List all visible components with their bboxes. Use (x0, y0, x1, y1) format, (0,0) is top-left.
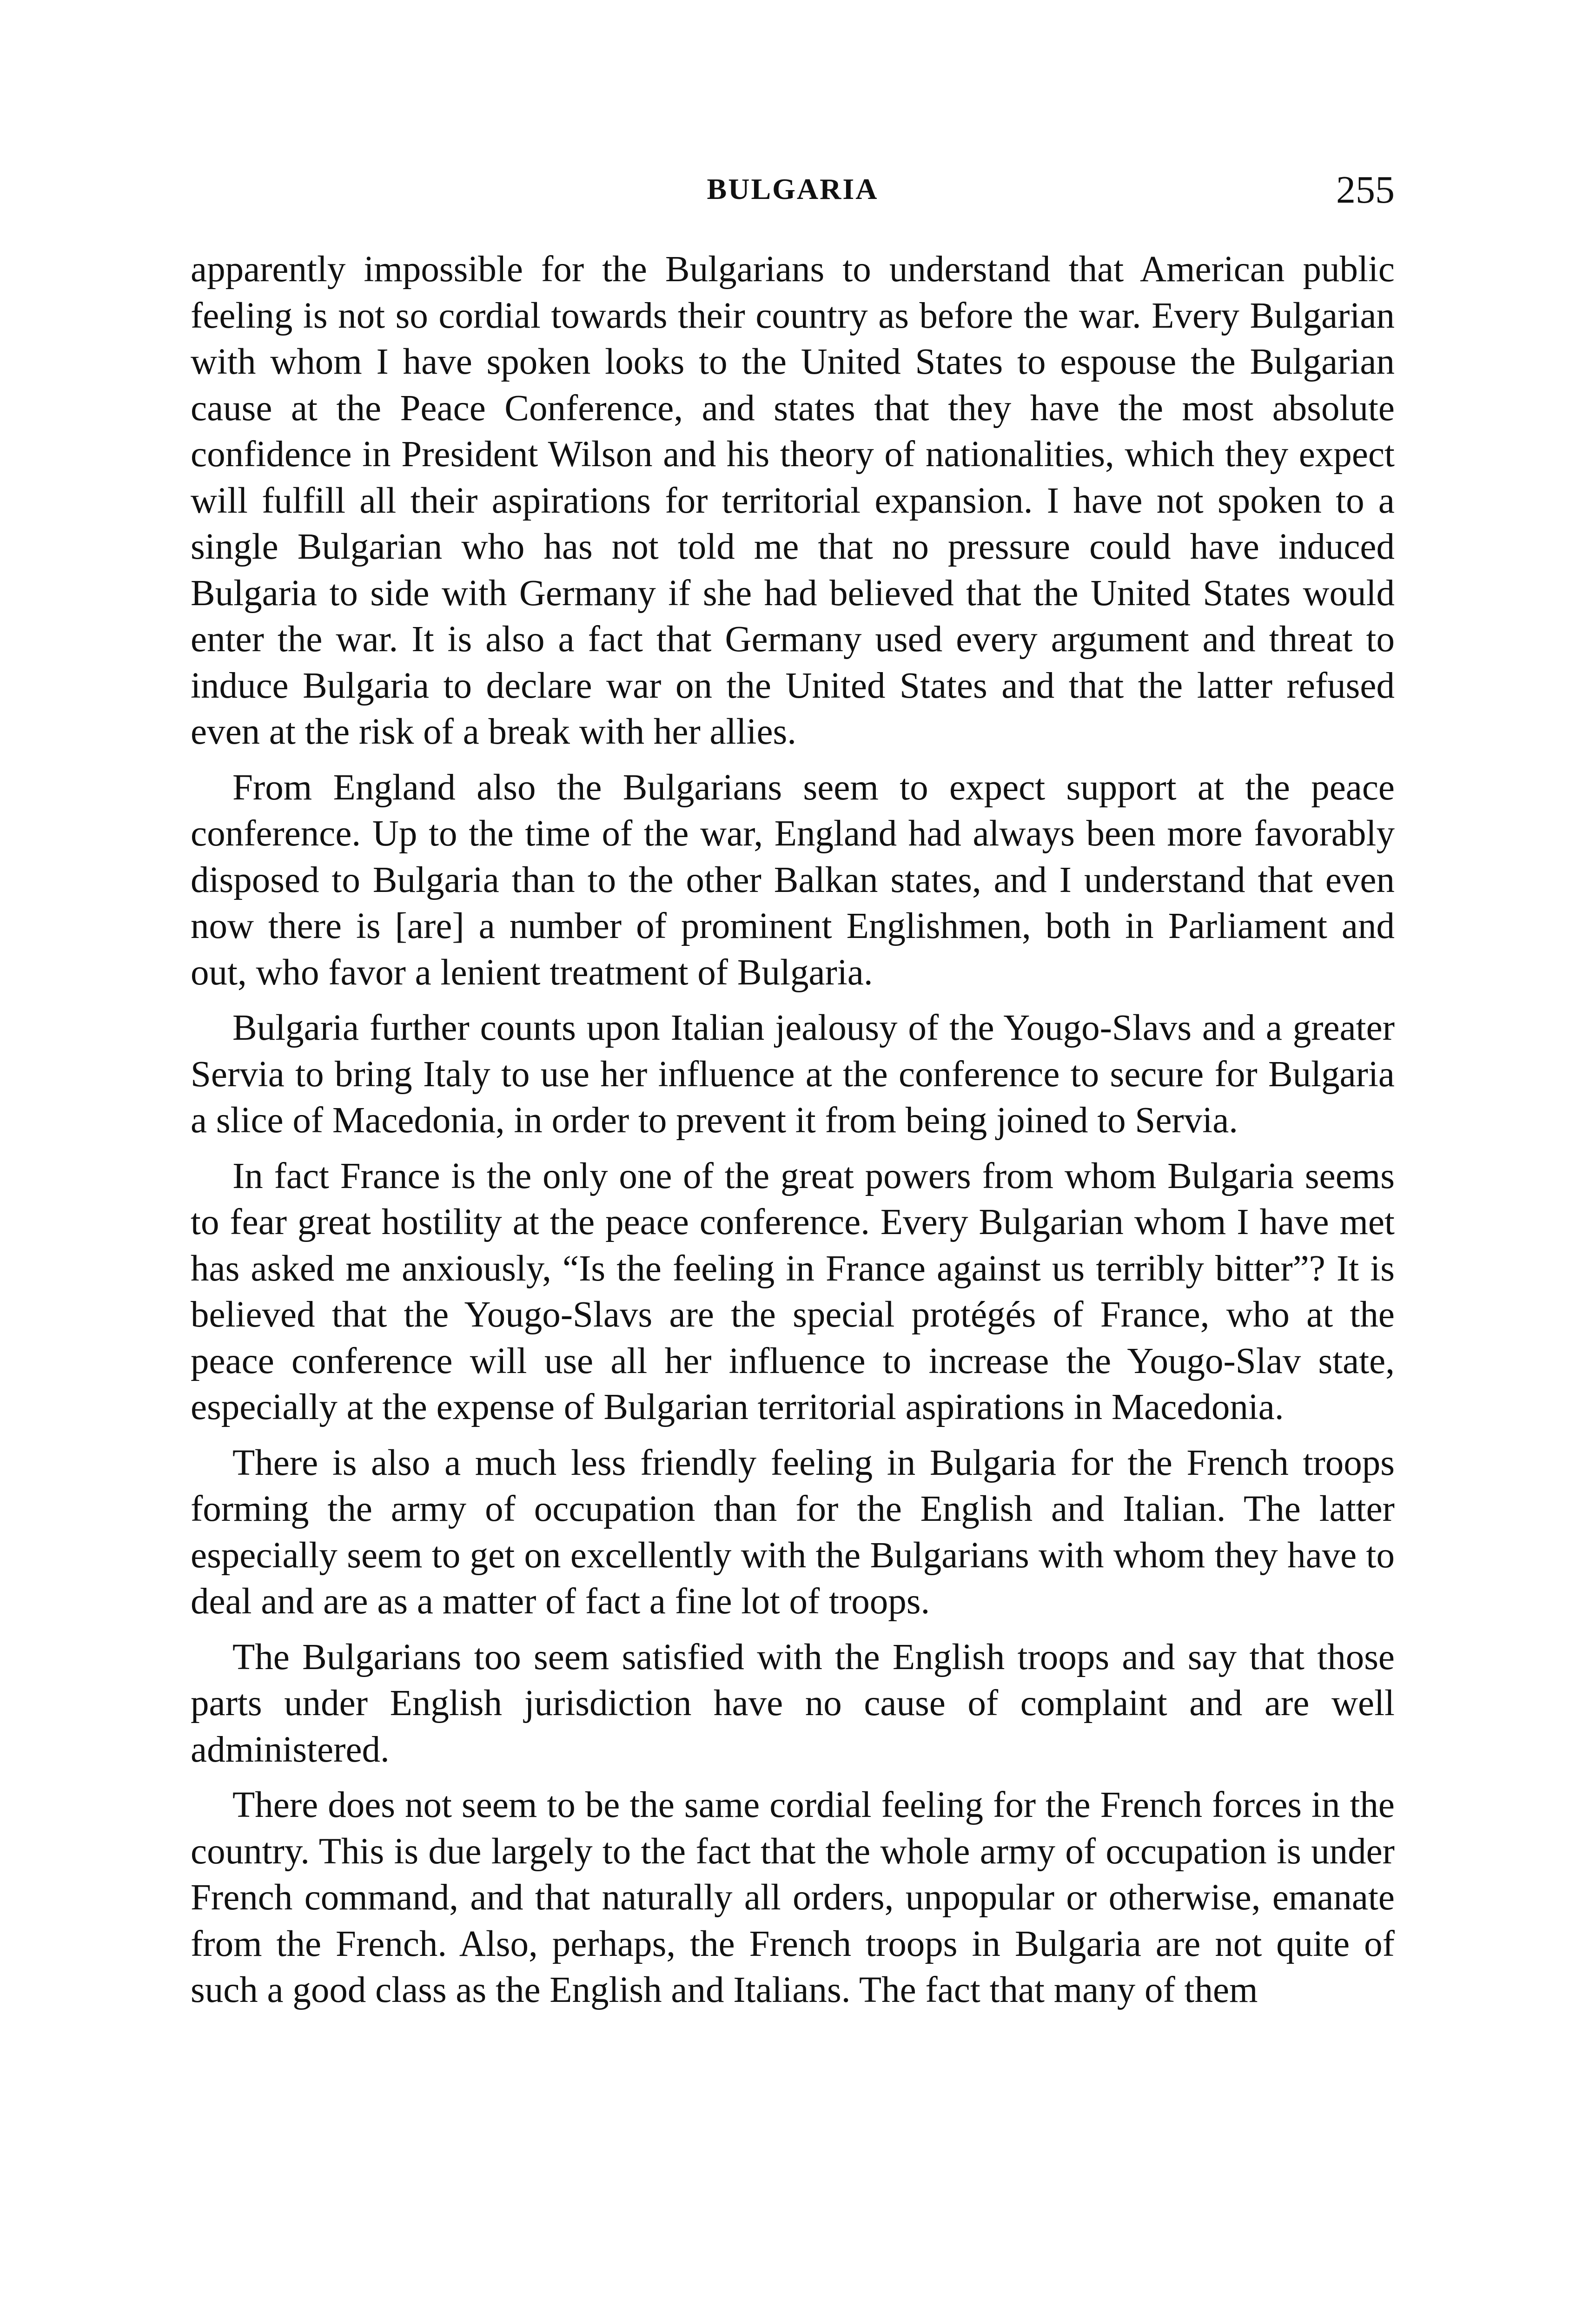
page-number: 255 (1336, 168, 1395, 211)
paragraph: There is also a much less friendly feeling in Bulgaria for the French troops forming the army of occupation than for the English and Italian. The latter especially seem to get on excellently with the Bulgarians with whom they have to deal and are as a matter of fact a fine lot of troops. (191, 1442, 1395, 1622)
running-head: BULGARIA (707, 172, 879, 205)
paragraph: From England also the Bulgarians seem to expect support at the peace conference. Up to the time of the war, England had always been more favorably disposed to Bulgaria than to the other Balkan states, and I understand that even now there is [are] a number of prominent Englishmen, both in Parliament and out, who favor a lenient treatment of Bulgaria. (191, 767, 1395, 993)
paragraph: The Bulgarians too seem satisfied with the English troops and say that those parts under English jurisdiction have no cause of complaint and are well administered. (191, 1637, 1395, 1770)
paragraph-continued: apparently impossible for the Bulgarians to understand that American public feeling is not so cordial towards their country as before the war. Every Bulgarian with whom I have spoken looks to the United States to espouse the Bulgarian cause at the Peace Conference, and states that they have the most absolute confidence in President Wilson and his theory of nationalities, which they expect will fulfill all their aspirations for territorial expansion. I have not spoken to a single Bulgarian who has not told me that no pressure could have induced Bulgaria to side with Germany if she had believed that the United States would enter the war. It is also a fact that Germany used every argument and threat to induce Bulgaria to declare war on the United States and that the latter refused even at the risk of a break with her allies. (191, 249, 1395, 752)
paragraph: There does not seem to be the same cordial feeling for the French forces in the country. This is due largely to the fact that the whole army of occupation is under French command, and that naturally all orders, unpopular or otherwise, emanate from the French. Also, perhaps, the French troops in Bulgaria are not quite of such a good class as the English and Italians. The fact that many of them (191, 1785, 1395, 2010)
paragraph: In fact France is the only one of the great powers from whom Bulgaria seems to fear great hostility at the peace conference. Every Bulgarian whom I have met has asked me anxiously, “Is the feeling in France against us terribly bitter”? It is believed that the Yougo-Slavs are the special protégés of France, who at the peace conference will use all her influence to increase the Yougo-Slav state, especially at the expense of Bulgarian territorial aspirations in Macedonia. (191, 1155, 1395, 1427)
page-header (191, 167, 1395, 214)
paragraph: Bulgaria further counts upon Italian jealousy of the Yougo-Slavs and a greater Servia to bring Italy to use her influence at the conference to secure for Bulgaria a slice of Macedonia, in order to prevent it from being joined to Servia. (191, 1008, 1395, 1141)
body-text (191, 246, 1395, 2014)
